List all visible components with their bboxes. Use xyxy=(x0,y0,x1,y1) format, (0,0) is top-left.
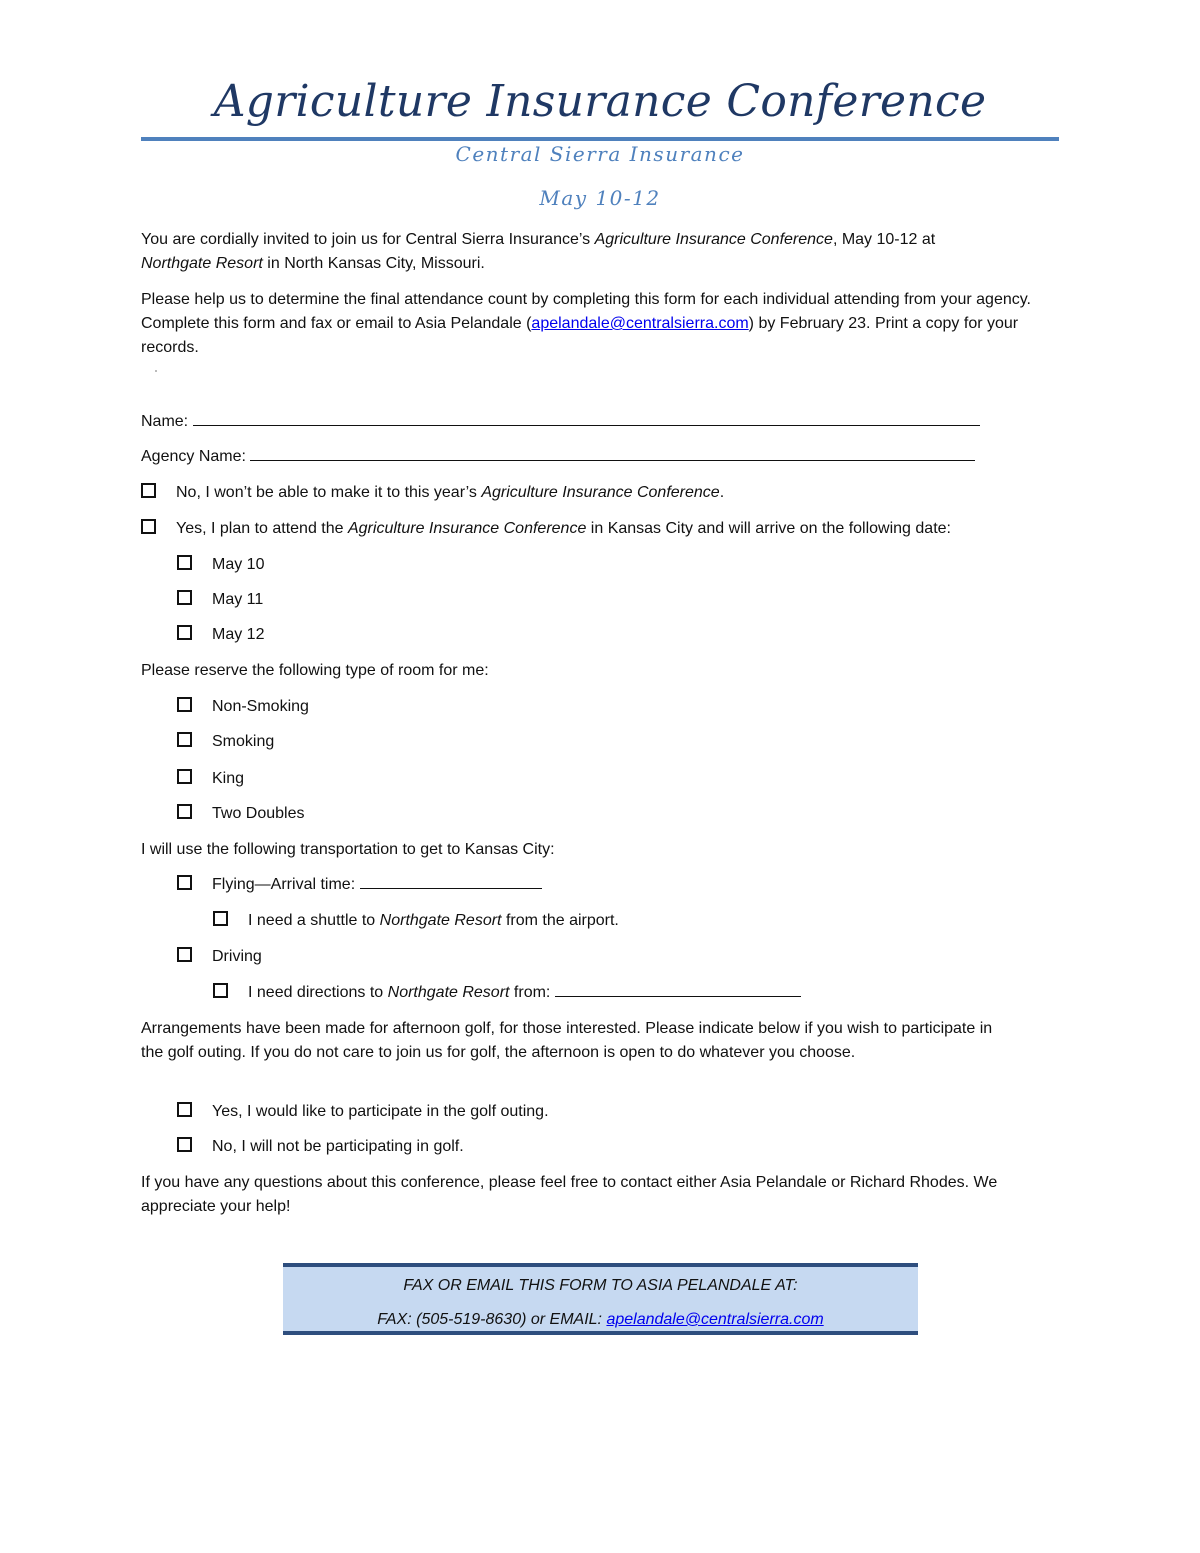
option-room-non-smoking: Non-Smoking xyxy=(177,695,309,719)
option-directions: I need directions to Northgate Resort from: xyxy=(213,981,801,1005)
checkbox-driving[interactable] xyxy=(177,947,192,962)
checkbox-non-smoking[interactable] xyxy=(177,697,192,712)
checkbox-may-10[interactable] xyxy=(177,555,192,570)
contact-line-2: FAX: (505-519-8630) or EMAIL: apelandale@centralsierra.com xyxy=(377,1311,824,1328)
checkbox-directions[interactable] xyxy=(213,983,228,998)
option-attending: Yes, I plan to attend the Agriculture Insurance Conference in Kansas City and will arrive on the following date: xyxy=(141,517,951,541)
page-subtitle: Central Sierra Insurance xyxy=(455,142,745,166)
checkbox-attending[interactable] xyxy=(141,519,156,534)
option-date-may-11: May 11 xyxy=(177,588,263,612)
transport-heading: I will use the following transportation to get to Kansas City: xyxy=(141,841,555,858)
option-room-two-doubles: Two Doubles xyxy=(177,802,305,826)
checkbox-two-doubles[interactable] xyxy=(177,804,192,819)
directions-from-line[interactable] xyxy=(555,982,801,997)
option-not-attending: No, I won’t be able to make it to this year’s Agriculture Insurance Conference. xyxy=(141,481,724,505)
option-room-king: King xyxy=(177,767,244,791)
agency-field xyxy=(141,445,975,469)
page-title: Agriculture Insurance Conference xyxy=(213,76,987,127)
golf-paragraph: Arrangements have been made for afternoon golf, for those interested. Please indicate below if you wish to participate in the golf outing. If you do not care to join us for golf, the afternoon is open to do whatever you choose. xyxy=(141,1020,993,1061)
name-input-line[interactable] xyxy=(193,411,980,426)
checkbox-flying[interactable] xyxy=(177,875,192,890)
checkbox-may-11[interactable] xyxy=(177,590,192,605)
checkbox-golf-no[interactable] xyxy=(177,1137,192,1152)
option-golf-no: No, I will not be participating in golf. xyxy=(177,1135,464,1159)
footer-email-link[interactable]: apelandale@centralsierra.com xyxy=(606,1311,824,1328)
intro-paragraph-1: You are cordially invited to join us for Central Sierra Insurance’s Agriculture Insurance Conference, May 10-12 at Northgate Resort in North Kansas City, Missouri. xyxy=(141,231,936,272)
conference-dates: May 10-12 xyxy=(539,186,661,210)
option-room-smoking: Smoking xyxy=(177,730,274,754)
checkbox-smoking[interactable] xyxy=(177,732,192,747)
contact-line-1: FAX OR EMAIL THIS FORM TO ASIA PELANDALE AT: xyxy=(403,1277,798,1294)
option-golf-yes: Yes, I would like to participate in the golf outing. xyxy=(177,1100,549,1124)
option-shuttle: I need a shuttle to Northgate Resort from the airport. xyxy=(213,909,619,933)
checkbox-shuttle[interactable] xyxy=(213,911,228,926)
email-link[interactable]: apelandale@centralsierra.com xyxy=(531,315,749,332)
checkbox-golf-yes[interactable] xyxy=(177,1102,192,1117)
checkbox-king[interactable] xyxy=(177,769,192,784)
venue-name: Northgate Resort xyxy=(141,255,263,272)
agency-label: Agency Name: xyxy=(141,448,246,465)
option-driving: Driving xyxy=(177,945,262,969)
option-date-may-12: May 12 xyxy=(177,623,264,647)
contact-box xyxy=(283,1263,918,1335)
agency-input-line[interactable] xyxy=(250,446,975,461)
name-field xyxy=(141,410,980,434)
checkbox-may-12[interactable] xyxy=(177,625,192,640)
option-date-may-10: May 10 xyxy=(177,553,264,577)
name-label: Name: xyxy=(141,413,189,430)
arrival-time-line[interactable] xyxy=(360,874,542,889)
stray-mark xyxy=(155,370,157,372)
intro-paragraph-2: Please help us to determine the final attendance count by completing this form for each individual attending from your agency. Complete this form and fax or email to Asia Pelandale (apelandale@centralsierra.com) by February 23. Print a copy for your records. xyxy=(141,291,1031,356)
checkbox-not-attending[interactable] xyxy=(141,483,156,498)
option-flying: Flying—Arrival time: xyxy=(177,873,542,897)
closing-paragraph: If you have any questions about this conference, please feel free to contact either Asia Pelandale or Richard Rhodes. We appreciate your help! xyxy=(141,1174,998,1215)
event-name: Agriculture Insurance Conference xyxy=(594,231,833,248)
room-heading: Please reserve the following type of room for me: xyxy=(141,662,489,679)
